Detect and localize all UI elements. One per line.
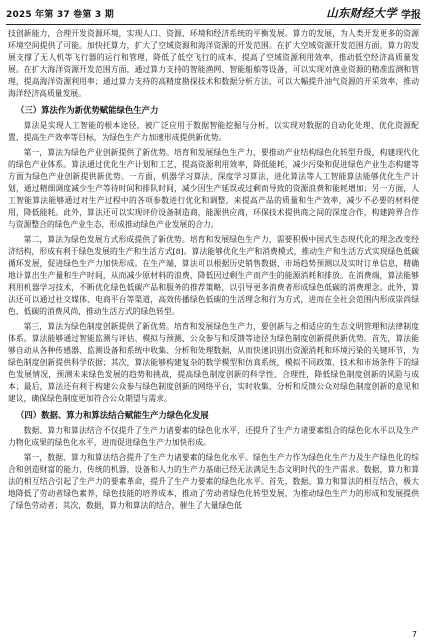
paragraph-combined-factors: 第一，数据、算力和算法结合提升了生产力诸要素的绿色化水平。绿色生产力作为绿色化生产力及生产绿色化的综合和创造财富的能力，传统的机器，设备和人力的生产力基础已经无法满足生态文明时代的生产需求。数据，算力和算法的相互结合引起了生产力的要素革命，提升了生产力要素的绿色化水平。首先，数据、算力和算法的相互结合，极大地降低了劳动者绿色素养，绿色技能的培养成本，推动了劳动者绿色化转型发展，为推动绿色生产力的形成和发展提供了绿色劳动者；其次，数据，算力和算法的结合，催生了大量绿色低 (8, 453, 419, 510)
paragraph-continuation: 技创新能力，合理开发资源环境，实现人口、资源、环境和经济系统的平衡发展。算力的发展，为人类开发更多的资源环境空间提供了可能。加快托算力，扩大了空域资源和海洋资源的开发范围。在扩大空域资源开发范围方面，算力的发展支撑了无人机等飞行器的运行和管理，降低了低空飞行的成本，提高了空域资源利用效率，推动低空经济高质量发展。在扩大海洋资源开发范围方面，通过算力支持的智能渔网、智能船舶等设备，可以实现对渔业资源的精准监测和管理，提高海洋资源利用率；通过算力支持的高精度勘探技术和数据分析方法，可以大幅提升油气资源的开采效率，推动海洋经济高质量发展。 (8, 29, 419, 98)
paragraph-algorithm-institution: 第三，算法为绿色制度创新提供了新优势。培育和发展绿色生产力，要创新与之相适应的生态文明管理和法律制度体系。算法能够通过智能监测与评估、模拟与预测、公众参与和反馈等途径为绿色制度创新提供新优势。首先，算法能够自动从各种传感器、监测设备和系统中收集、分析和处理数据，从而快速识别出资源消耗和环境污染的关键环节，为绿色制度创新提供科学依据；其次，算法能够构建复杂的数学模型和仿真系统，模拟不同政策、技术和市场条件下的绿色发展情况，预测未来绿色发展的趋势和挑战，提高绿色制度创新的科学性、合理性，降低绿色制度创新的风险与成本；最后，算法还有利于构建公众参与绿色制度创新的网络平台，实时收集、分析和反馈公众对绿色制度创新的意见和建议，确保绿色制度更加符合公众期望与需求。 (8, 322, 419, 403)
paragraph-algorithm-intro: 算法是实现人工智能的根本途径，被广泛应用于数据智能挖掘与分析，以实现对数据的自动化处理、优化资源配置、提高生产效率等目标，为绿色生产力加速形成提供新优势。 (8, 121, 419, 142)
page-number: 7 (411, 630, 417, 639)
page-header (6, 2, 421, 25)
paragraph-algorithm-industry: 第一，算法为绿色产业创新提供了新优势。培育和发展绿色生产力，要推动产业结构绿色化转型升级，构建现代化的绿色产业体系。算法通过优化生产计划和工艺，提高资源利用效率，降低能耗，减少污染和促进绿色产业生态构建等方面为绿色产业创新提供新优势。一方面，机器学习算法、深度学习算法，进化算法等人工智能算法能够优化生产计划，通过精细调度减少生产等待时间和排队时间，减少因生产延误或过剩而导致的资源浪费和能耗增加；另一方面，人工智能算法能够通过对生产过程中的各项参数进行优化和调整，来提高产品的质量和生产效率，减少不必要的材料使用，降低能耗。此外，算法还可以实现评价设备制造商，能源供应商，环保技术提供商之间的深度合作，构建跨界合作与资源整合的绿色产业生态，形成推动绿色产业发展的合力。 (8, 148, 419, 229)
paragraph-algorithm-lifestyle: 第二，算法为绿色发展方式形成提供了新优势。培育和发展绿色生产力，需要积极中国式生态现代化的理念改变经济结构，形成有利于绿色发展的生产和生活方式[8]。算法能够优化生产和消费模式，推动生产和生活方式实现绿色低碳循环发展，促进绿色生产力加快形成。在生产端，算法可以根据历史销售数据、市场趋势预测以及实时订单信息，精确地计算出生产量和生产时间，从而减少原材料的浪费，降低因过剩生产而产生的能源消耗和排放。在消费端，算法能够利用机器学习技术，不断优化绿色低碳产品和服务的推荐策略，以引导更多消费者形成绿色低碳的消费理念。此外，算法还可以通过社交媒体、电商平台等渠道，高效传播绿色低碳的生活理念和行为方式，进而在全社会范围内形成崇尚绿色、低碳的消费风尚，推动生活方式的绿色转型。 (8, 235, 419, 316)
issue-info: 2025 年第 37 卷第 3 期 (6, 9, 114, 20)
journal-brand (326, 5, 421, 21)
journal-logo: 山东财经大学 (326, 6, 397, 20)
section-heading-algorithm: （三）算法作为新优势赋能绿色生产力 (16, 105, 159, 115)
section-heading-combined: （四）数据、算力和算法结合赋能生产力绿色化发展 (16, 410, 209, 420)
journal-suffix: 学报 (401, 9, 421, 21)
article-body (8, 28, 419, 624)
paragraph-combined-intro: 数据、算力和算法结合不仅提升了生产力诸要素的绿色化水平，还提升了生产力诸要素组合的绿色化水平以及生产力物化成果的绿色化水平，进而促进绿色生产力加快形成。 (8, 426, 419, 447)
